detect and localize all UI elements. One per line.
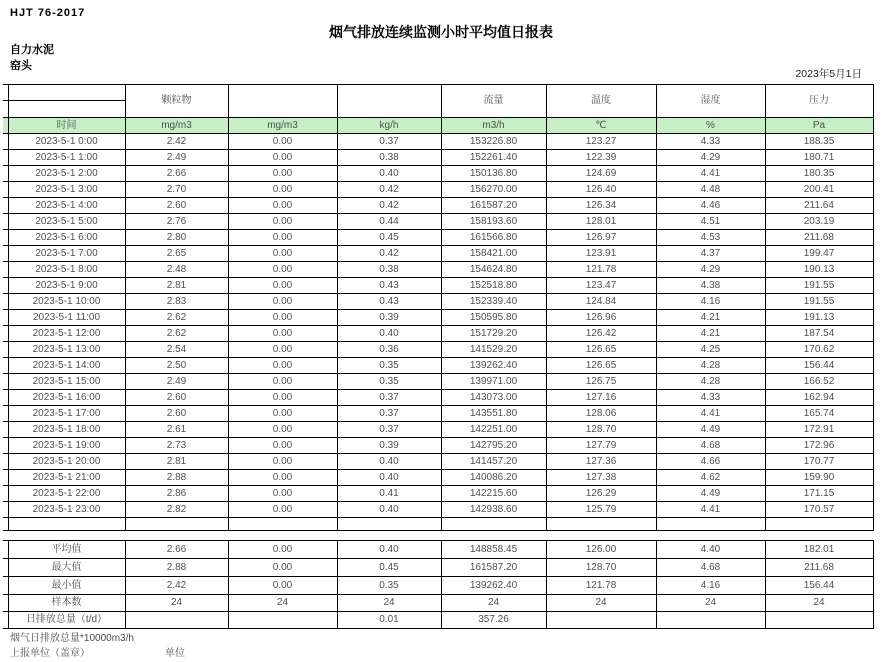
value-cell: 182.01 — [765, 541, 873, 559]
unit-header-row — [3, 118, 873, 134]
row-label-cell: 2023-5-1 5:00 — [8, 214, 125, 230]
value-cell: 4.16 — [656, 577, 765, 595]
value-cell: 24 — [441, 595, 546, 612]
value-cell: 0.35 — [337, 577, 441, 595]
value-cell: 141457.20 — [441, 454, 546, 470]
value-cell: 0.00 — [228, 166, 337, 182]
value-cell: 139262.40 — [441, 358, 546, 374]
monitor-point: 窑头 — [10, 60, 32, 72]
value-cell: 0.00 — [228, 541, 337, 559]
value-cell: 190.13 — [765, 262, 873, 278]
value-cell: 2.62 — [125, 326, 228, 342]
row-label-cell: 2023-5-1 0:00 — [8, 134, 125, 150]
row-label-cell: 2023-5-1 7:00 — [8, 246, 125, 262]
hourly-data-table — [3, 84, 874, 531]
unit-cell-time: 时间 — [8, 118, 125, 134]
value-cell: 126.40 — [546, 182, 656, 198]
value-cell: 142795.20 — [441, 438, 546, 454]
value-cell: 2.62 — [125, 310, 228, 326]
row-label-cell: 最大值 — [8, 559, 125, 577]
value-cell: 4.53 — [656, 230, 765, 246]
row-label-cell: 2023-5-1 14:00 — [8, 358, 125, 374]
value-cell: 24 — [546, 595, 656, 612]
empty-spacer-row — [3, 518, 873, 531]
value-cell: 0.00 — [228, 134, 337, 150]
row-label-cell: 2023-5-1 15:00 — [8, 374, 125, 390]
value-cell: 0.35 — [337, 358, 441, 374]
value-cell: 0.43 — [337, 294, 441, 310]
time-header-lower-cell — [8, 101, 125, 118]
value-cell: 2.76 — [125, 214, 228, 230]
col-header-humidity: 湿度 — [656, 85, 765, 118]
summary-table — [3, 540, 874, 629]
value-cell: 126.29 — [546, 486, 656, 502]
value-cell: 4.40 — [656, 541, 765, 559]
table-row — [3, 438, 873, 454]
table-row — [3, 612, 873, 629]
value-cell: 121.78 — [546, 262, 656, 278]
value-cell: 4.68 — [656, 559, 765, 577]
value-cell: 0.42 — [337, 246, 441, 262]
row-label-cell: 2023-5-1 18:00 — [8, 422, 125, 438]
value-cell: 158193.60 — [441, 214, 546, 230]
value-cell: 2.88 — [125, 559, 228, 577]
unit-cell-pa: Pa — [765, 118, 873, 134]
value-cell: 159.90 — [765, 470, 873, 486]
table-row — [3, 577, 873, 595]
value-cell: 2.42 — [125, 134, 228, 150]
report-unit-label: 上报单位（盖章） — [10, 648, 90, 659]
row-label-cell: 2023-5-1 16:00 — [8, 390, 125, 406]
value-cell: 0.37 — [337, 422, 441, 438]
value-cell: 0.45 — [337, 230, 441, 246]
value-cell: 127.16 — [546, 390, 656, 406]
value-cell: 0.00 — [228, 294, 337, 310]
value-cell: 211.64 — [765, 198, 873, 214]
value-cell: 0.00 — [228, 390, 337, 406]
table-row — [3, 310, 873, 326]
row-label-cell: 2023-5-1 22:00 — [8, 486, 125, 502]
value-cell: 357.26 — [441, 612, 546, 629]
value-cell: 165.74 — [765, 406, 873, 422]
value-cell: 0.38 — [337, 150, 441, 166]
value-cell: 143073.00 — [441, 390, 546, 406]
row-label-cell: 2023-5-1 13:00 — [8, 342, 125, 358]
value-cell: 2.83 — [125, 294, 228, 310]
value-cell: 0.00 — [228, 150, 337, 166]
value-cell: 0.40 — [337, 166, 441, 182]
value-cell: 143551.80 — [441, 406, 546, 422]
value-cell: 2.50 — [125, 358, 228, 374]
table-row — [3, 182, 873, 198]
value-cell: 187.54 — [765, 326, 873, 342]
row-label-cell: 2023-5-1 20:00 — [8, 454, 125, 470]
value-cell: 0.37 — [337, 406, 441, 422]
value-cell: 4.51 — [656, 214, 765, 230]
value-cell: 0.37 — [337, 390, 441, 406]
row-label-cell: 2023-5-1 17:00 — [8, 406, 125, 422]
report-date: 2023年5月1日 — [795, 68, 862, 80]
value-cell: 126.65 — [546, 358, 656, 374]
row-label-cell: 日排放总量（t/d） — [8, 612, 125, 629]
value-cell: 0.00 — [228, 559, 337, 577]
unit-cell-mg: mg/m3 — [228, 118, 337, 134]
value-cell: 180.71 — [765, 150, 873, 166]
value-cell: 0.00 — [228, 230, 337, 246]
value-cell: 0.42 — [337, 182, 441, 198]
value-cell: 4.41 — [656, 502, 765, 518]
value-cell: 156270.00 — [441, 182, 546, 198]
value-cell: 127.79 — [546, 438, 656, 454]
value-cell: 4.21 — [656, 326, 765, 342]
value-cell: 2.73 — [125, 438, 228, 454]
value-cell: 0.00 — [228, 470, 337, 486]
row-label-cell: 2023-5-1 9:00 — [8, 278, 125, 294]
value-cell: 0.38 — [337, 262, 441, 278]
value-cell: 151729.20 — [441, 326, 546, 342]
value-cell: 2.70 — [125, 182, 228, 198]
row-label-cell: 2023-5-1 19:00 — [8, 438, 125, 454]
table-row — [3, 326, 873, 342]
value-cell: 128.01 — [546, 214, 656, 230]
value-cell: 0.00 — [228, 486, 337, 502]
value-cell: 200.41 — [765, 182, 873, 198]
value-cell: 128.70 — [546, 422, 656, 438]
value-cell: 4.38 — [656, 278, 765, 294]
value-cell: 0.00 — [228, 374, 337, 390]
value-cell: 124.84 — [546, 294, 656, 310]
value-cell: 0.41 — [337, 486, 441, 502]
value-cell: 211.68 — [765, 559, 873, 577]
row-label-cell: 2023-5-1 4:00 — [8, 198, 125, 214]
table-row — [3, 374, 873, 390]
value-cell: 122.39 — [546, 150, 656, 166]
table-row — [3, 262, 873, 278]
value-cell: 0.00 — [228, 326, 337, 342]
value-cell: 0.00 — [228, 246, 337, 262]
value-cell: 24 — [656, 595, 765, 612]
value-cell: 142251.00 — [441, 422, 546, 438]
table-row — [3, 454, 873, 470]
value-cell: 4.68 — [656, 438, 765, 454]
value-cell: 0.00 — [228, 406, 337, 422]
value-cell: 188.35 — [765, 134, 873, 150]
value-cell: 2.81 — [125, 278, 228, 294]
value-cell: 0.43 — [337, 278, 441, 294]
row-label-cell: 2023-5-1 10:00 — [8, 294, 125, 310]
col-header-blank-1 — [228, 85, 337, 118]
value-cell: 0.40 — [337, 541, 441, 559]
col-header-blank-2 — [337, 85, 441, 118]
col-header-temperature: 温度 — [546, 85, 656, 118]
value-cell: 211.68 — [765, 230, 873, 246]
value-cell: 126.42 — [546, 326, 656, 342]
table-row — [3, 214, 873, 230]
row-label-cell: 2023-5-1 23:00 — [8, 502, 125, 518]
unit-cell-m3h: m3/h — [441, 118, 546, 134]
value-cell: 172.96 — [765, 438, 873, 454]
value-cell: 0.00 — [228, 422, 337, 438]
value-cell: 154624.80 — [441, 262, 546, 278]
table-row — [3, 502, 873, 518]
value-cell: 24 — [765, 595, 873, 612]
value-cell: 4.48 — [656, 182, 765, 198]
table-row — [3, 541, 873, 559]
value-cell: 4.16 — [656, 294, 765, 310]
value-cell: 180.35 — [765, 166, 873, 182]
value-cell: 126.34 — [546, 198, 656, 214]
table-row — [3, 150, 873, 166]
value-cell: 4.66 — [656, 454, 765, 470]
value-cell: 4.41 — [656, 406, 765, 422]
value-cell: 0.00 — [228, 454, 337, 470]
value-cell: 0.45 — [337, 559, 441, 577]
table-row — [3, 470, 873, 486]
unit-cell-kgh: kg/h — [337, 118, 441, 134]
value-cell: 128.06 — [546, 406, 656, 422]
value-cell: 0.35 — [337, 374, 441, 390]
value-cell: 126.96 — [546, 310, 656, 326]
value-cell: 2.66 — [125, 541, 228, 559]
value-cell — [656, 612, 765, 629]
value-cell: 4.33 — [656, 134, 765, 150]
value-cell: 0.39 — [337, 438, 441, 454]
col-header-pressure: 压力 — [765, 85, 873, 118]
value-cell: 203.19 — [765, 214, 873, 230]
value-cell: 0.42 — [337, 198, 441, 214]
value-cell: 2.49 — [125, 150, 228, 166]
value-cell: 4.46 — [656, 198, 765, 214]
value-cell: 2.86 — [125, 486, 228, 502]
value-cell: 161587.20 — [441, 198, 546, 214]
value-cell: 4.33 — [656, 390, 765, 406]
value-cell: 2.66 — [125, 166, 228, 182]
value-cell: 127.36 — [546, 454, 656, 470]
value-cell: 4.25 — [656, 342, 765, 358]
value-cell: 121.78 — [546, 577, 656, 595]
table-row — [3, 406, 873, 422]
value-cell: 0.00 — [228, 438, 337, 454]
value-cell: 0.00 — [228, 182, 337, 198]
value-cell: 2.65 — [125, 246, 228, 262]
value-cell: 191.55 — [765, 294, 873, 310]
value-cell: 125.79 — [546, 502, 656, 518]
table-row — [3, 166, 873, 182]
table-row — [3, 595, 873, 612]
value-cell: 156.44 — [765, 358, 873, 374]
table-row — [3, 486, 873, 502]
value-cell: 0.39 — [337, 310, 441, 326]
value-cell: 0.00 — [228, 358, 337, 374]
value-cell: 128.70 — [546, 559, 656, 577]
value-cell — [125, 612, 228, 629]
value-cell: 0.00 — [228, 214, 337, 230]
value-cell: 24 — [228, 595, 337, 612]
value-cell: 2.60 — [125, 198, 228, 214]
value-cell: 0.00 — [228, 198, 337, 214]
row-label-cell: 2023-5-1 6:00 — [8, 230, 125, 246]
value-cell: 153226.80 — [441, 134, 546, 150]
value-cell: 170.62 — [765, 342, 873, 358]
value-cell: 0.40 — [337, 326, 441, 342]
row-label-cell: 2023-5-1 2:00 — [8, 166, 125, 182]
table-row — [3, 278, 873, 294]
value-cell: 4.29 — [656, 150, 765, 166]
value-cell: 199.47 — [765, 246, 873, 262]
value-cell: 0.40 — [337, 502, 441, 518]
row-label-cell: 平均值 — [8, 541, 125, 559]
page-title: 烟气排放连续监测小时平均值日报表 — [329, 24, 553, 40]
table-row — [3, 246, 873, 262]
value-cell: 0.00 — [228, 577, 337, 595]
value-cell: 150595.80 — [441, 310, 546, 326]
value-cell: 2.54 — [125, 342, 228, 358]
row-label-cell: 2023-5-1 8:00 — [8, 262, 125, 278]
value-cell: 126.97 — [546, 230, 656, 246]
col-header-particulate: 颗粒物 — [125, 85, 228, 118]
value-cell: 2.48 — [125, 262, 228, 278]
table-row — [3, 358, 873, 374]
value-cell: 166.52 — [765, 374, 873, 390]
value-cell: 24 — [125, 595, 228, 612]
value-cell: 162.94 — [765, 390, 873, 406]
value-cell: 0.44 — [337, 214, 441, 230]
unit-cell-percent: % — [656, 118, 765, 134]
table-row — [3, 294, 873, 310]
value-cell: 0.40 — [337, 454, 441, 470]
table-row — [3, 559, 873, 577]
group-header-row — [3, 85, 873, 101]
value-cell: 2.88 — [125, 470, 228, 486]
value-cell: 126.75 — [546, 374, 656, 390]
flue-gas-total-note: 烟气日排放总量*10000m3/h — [10, 633, 134, 644]
value-cell: 2.61 — [125, 422, 228, 438]
value-cell: 142215.60 — [441, 486, 546, 502]
value-cell: 2.49 — [125, 374, 228, 390]
value-cell: 4.21 — [656, 310, 765, 326]
time-header-upper-cell — [8, 85, 125, 101]
value-cell: 2.60 — [125, 406, 228, 422]
value-cell: 123.47 — [546, 278, 656, 294]
value-cell: 0.01 — [337, 612, 441, 629]
table-row — [3, 134, 873, 150]
unit-label: 单位 — [165, 648, 185, 659]
value-cell: 123.91 — [546, 246, 656, 262]
value-cell: 4.41 — [656, 166, 765, 182]
value-cell: 2.81 — [125, 454, 228, 470]
col-header-flow: 流量 — [441, 85, 546, 118]
row-label-cell: 2023-5-1 3:00 — [8, 182, 125, 198]
value-cell: 2.42 — [125, 577, 228, 595]
standard-number: HJT 76-2017 — [10, 7, 86, 19]
row-label-cell: 2023-5-1 12:00 — [8, 326, 125, 342]
value-cell: 191.55 — [765, 278, 873, 294]
value-cell: 140086.20 — [441, 470, 546, 486]
value-cell: 139262.40 — [441, 577, 546, 595]
row-label-cell: 2023-5-1 1:00 — [8, 150, 125, 166]
row-label-cell: 样本数 — [8, 595, 125, 612]
value-cell: 0.36 — [337, 342, 441, 358]
value-cell: 139971.00 — [441, 374, 546, 390]
value-cell: 123.27 — [546, 134, 656, 150]
value-cell: 0.40 — [337, 470, 441, 486]
value-cell: 126.65 — [546, 342, 656, 358]
unit-cell-celsius: ℃ — [546, 118, 656, 134]
value-cell: 2.82 — [125, 502, 228, 518]
value-cell: 152518.80 — [441, 278, 546, 294]
value-cell: 170.57 — [765, 502, 873, 518]
value-cell: 2.80 — [125, 230, 228, 246]
value-cell: 170.77 — [765, 454, 873, 470]
value-cell — [546, 612, 656, 629]
value-cell: 4.49 — [656, 486, 765, 502]
value-cell: 4.49 — [656, 422, 765, 438]
row-label-cell: 2023-5-1 21:00 — [8, 470, 125, 486]
value-cell: 161566.80 — [441, 230, 546, 246]
value-cell: 0.00 — [228, 278, 337, 294]
value-cell: 4.29 — [656, 262, 765, 278]
value-cell: 4.28 — [656, 358, 765, 374]
value-cell: 152261.40 — [441, 150, 546, 166]
value-cell: 0.00 — [228, 502, 337, 518]
value-cell — [765, 612, 873, 629]
value-cell: 4.62 — [656, 470, 765, 486]
value-cell — [228, 612, 337, 629]
value-cell: 0.00 — [228, 342, 337, 358]
value-cell: 191.13 — [765, 310, 873, 326]
value-cell: 24 — [337, 595, 441, 612]
value-cell: 2.60 — [125, 390, 228, 406]
value-cell: 161587.20 — [441, 559, 546, 577]
value-cell: 0.37 — [337, 134, 441, 150]
value-cell: 148858.45 — [441, 541, 546, 559]
value-cell: 4.28 — [656, 374, 765, 390]
row-label-cell: 最小值 — [8, 577, 125, 595]
value-cell: 158421.00 — [441, 246, 546, 262]
value-cell: 156.44 — [765, 577, 873, 595]
company-name: 自力水泥 — [10, 44, 54, 56]
row-label-cell: 2023-5-1 11:00 — [8, 310, 125, 326]
value-cell: 150136.80 — [441, 166, 546, 182]
value-cell: 0.00 — [228, 310, 337, 326]
value-cell: 171.15 — [765, 486, 873, 502]
value-cell: 4.37 — [656, 246, 765, 262]
value-cell: 127.38 — [546, 470, 656, 486]
value-cell: 142938.60 — [441, 502, 546, 518]
table-row — [3, 422, 873, 438]
value-cell: 126.00 — [546, 541, 656, 559]
value-cell: 172.91 — [765, 422, 873, 438]
value-cell: 0.00 — [228, 262, 337, 278]
value-cell: 124.69 — [546, 166, 656, 182]
unit-cell-pm: mg/m3 — [125, 118, 228, 134]
table-row — [3, 230, 873, 246]
value-cell: 152339.40 — [441, 294, 546, 310]
table-row — [3, 342, 873, 358]
table-row — [3, 198, 873, 214]
value-cell: 141529.20 — [441, 342, 546, 358]
table-row — [3, 390, 873, 406]
